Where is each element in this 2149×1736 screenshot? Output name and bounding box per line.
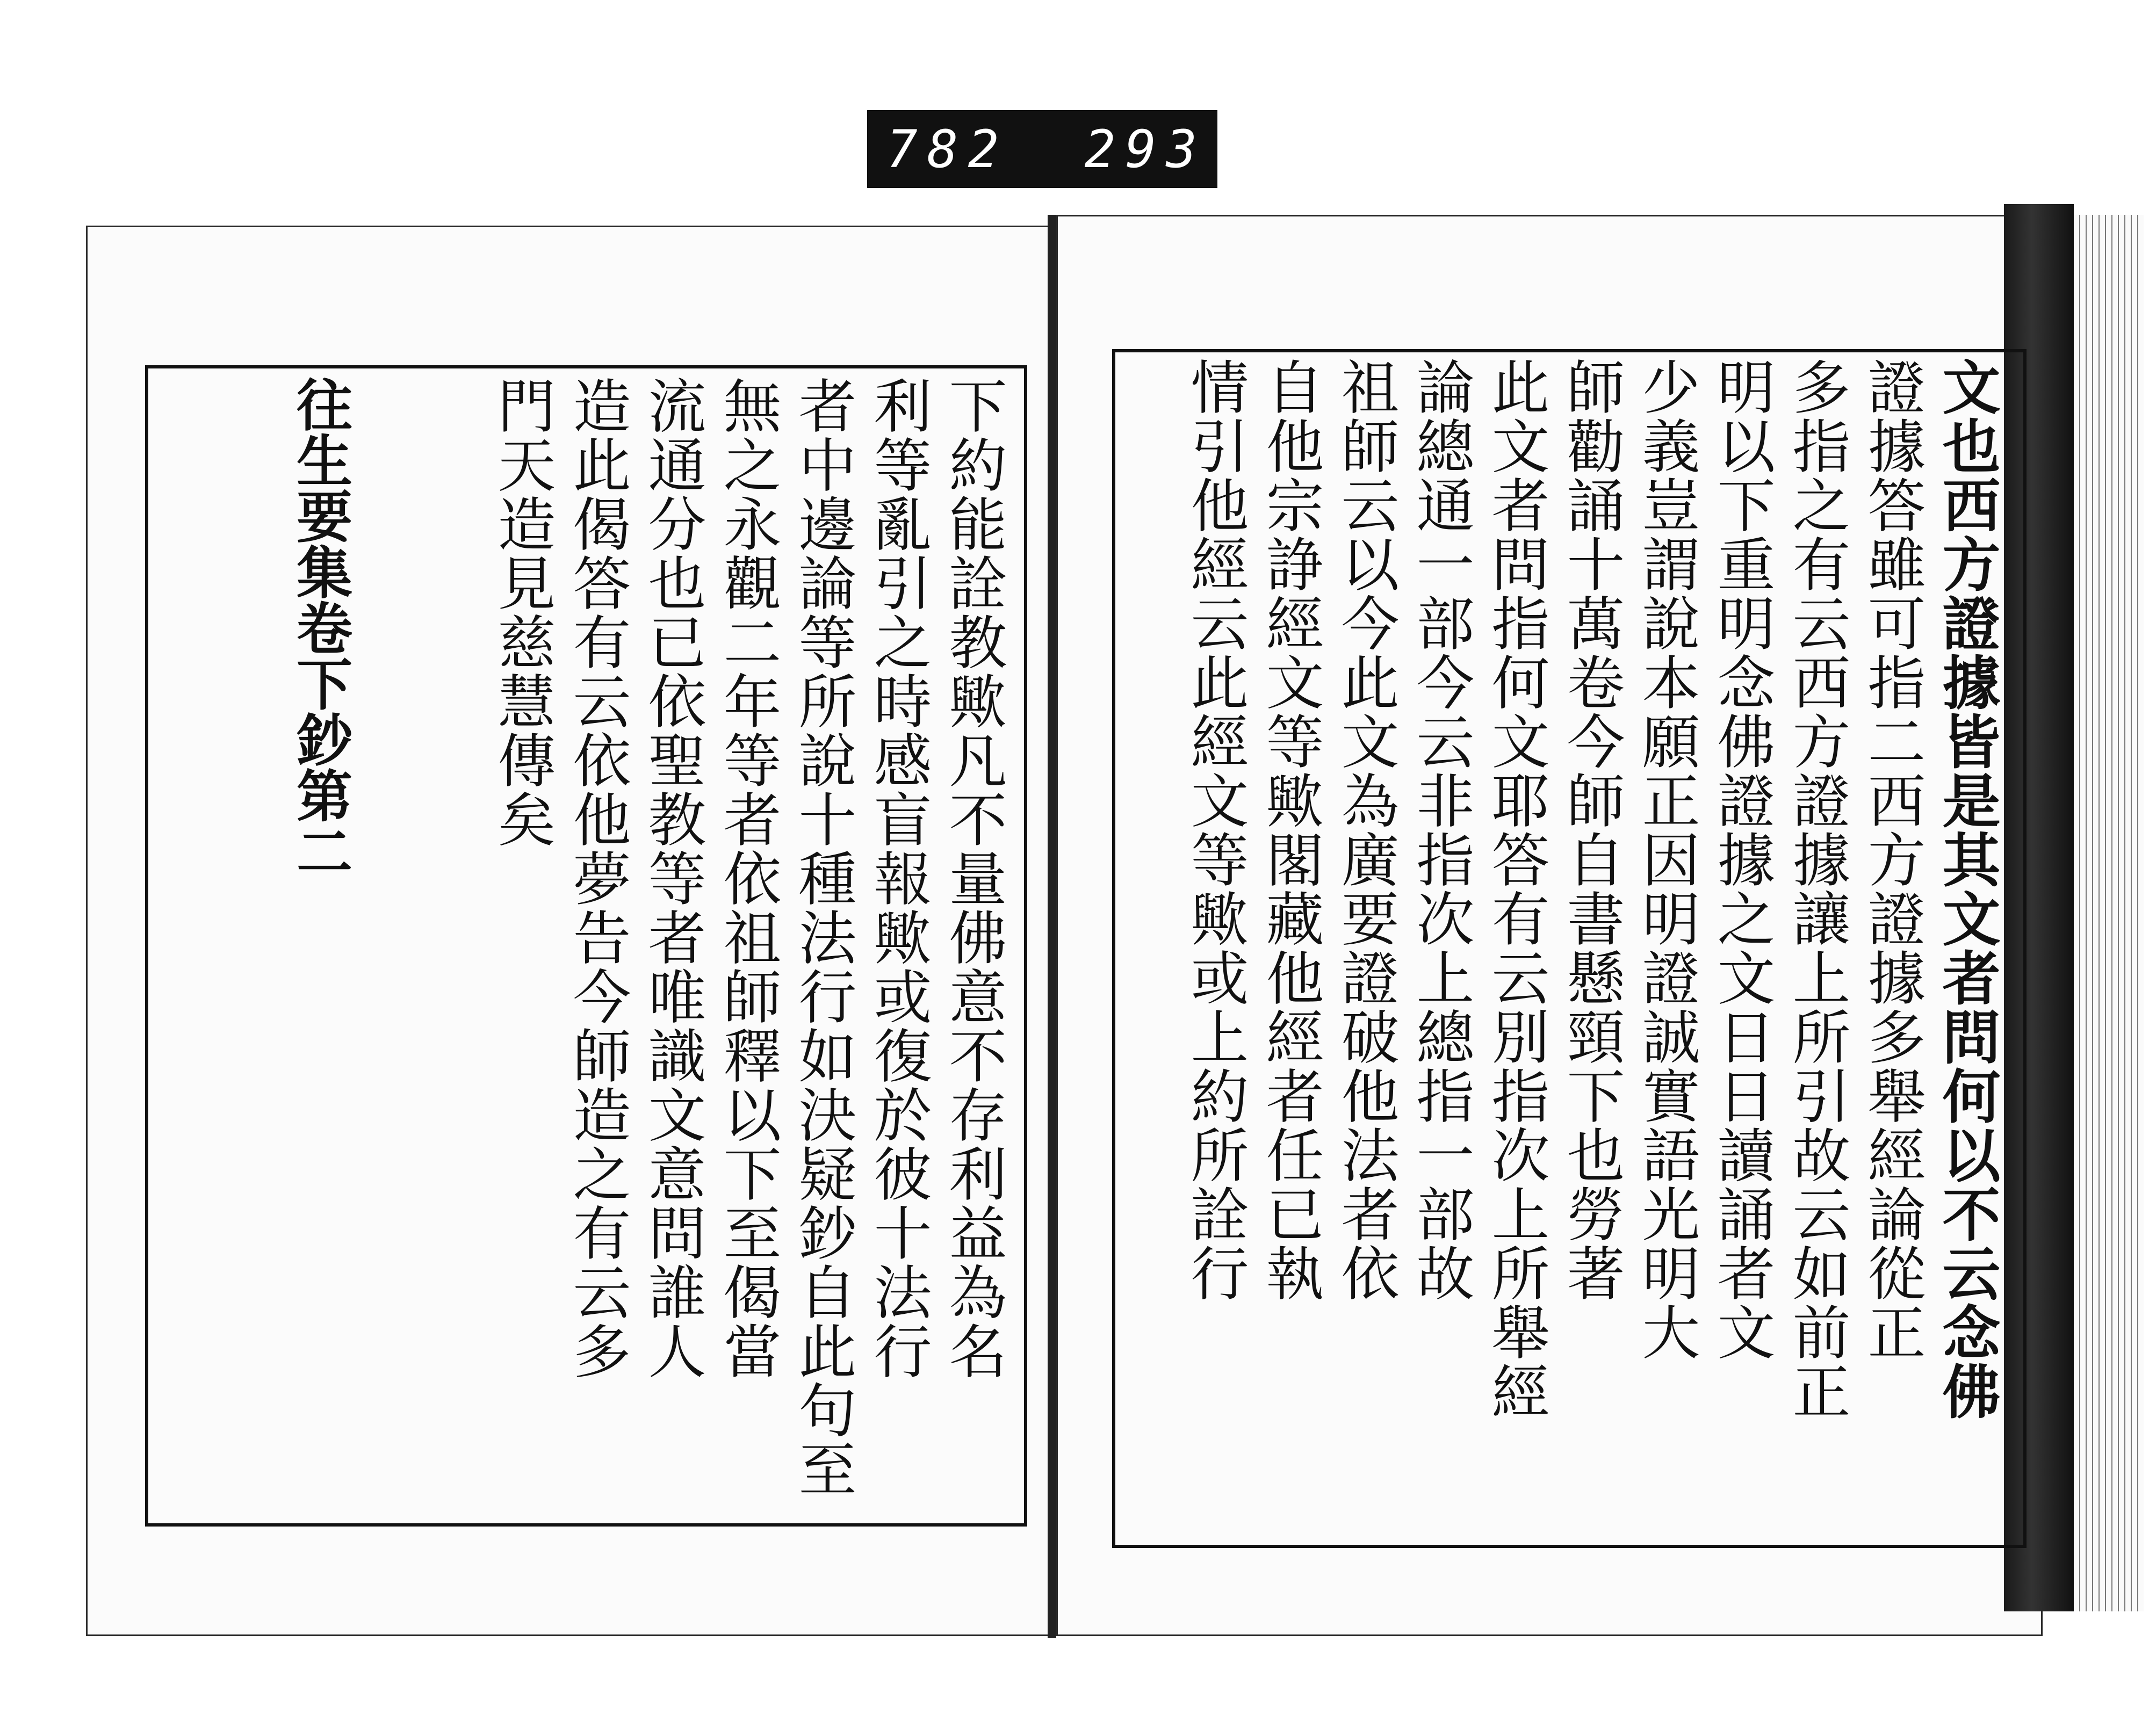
text-column: 少義豈謂說本願正因明證誠實語光明大 bbox=[1632, 357, 1699, 1362]
book-spine bbox=[1048, 215, 1056, 1638]
text-column: 多指之有云西方證據讓上所引故云如前正 bbox=[1783, 357, 1850, 1421]
text-column: 證據答雖可指二西方證據多舉經論從正 bbox=[1858, 357, 1925, 1362]
text-column: 明以下重明念佛證據之文日日讀誦者文 bbox=[1707, 357, 1775, 1362]
text-column: 此文者問指何文耶答有云別指次上所舉經 bbox=[1482, 357, 1549, 1421]
text-column: 論總通一部今云非指次上總指一部故 bbox=[1407, 357, 1474, 1303]
page-edges bbox=[2074, 215, 2144, 1611]
label-left-number: 782 bbox=[886, 119, 1009, 179]
left-page-text bbox=[301, 376, 1010, 1515]
text-column: 者中邊論等所說十種法行如決疑鈔自此句至 bbox=[789, 376, 856, 1499]
text-column: 造此偈答有云依他夢告今師造之有云多 bbox=[563, 376, 630, 1380]
text-column: 無之永觀二年等者依祖師釋以下至偈當 bbox=[713, 376, 781, 1380]
text-column: 祖師云以今此文為廣要證破他法者依 bbox=[1331, 357, 1398, 1303]
text-column: 門天造見慈慧傳矣 bbox=[488, 376, 555, 849]
text-column: 下約能詮教歟凡不量佛意不存利益為名 bbox=[939, 376, 1006, 1380]
catalog-label bbox=[867, 110, 1217, 188]
text-column: 流通分也已依聖教等者唯識文意問誰人 bbox=[638, 376, 705, 1380]
text-column: 師勸誦十萬卷今師自書懸頸下也勞著 bbox=[1557, 357, 1624, 1303]
right-page-text bbox=[1123, 357, 2004, 1534]
text-column: 情引他經云此經文等歟或上約所詮行 bbox=[1181, 357, 1248, 1303]
text-column: 利等亂引之時感盲報歟或復於彼十法行 bbox=[864, 376, 931, 1380]
text-column: 自他宗諍經文等歟閣藏他經者任已執 bbox=[1256, 357, 1323, 1303]
chapter-title: 往生要集卷下鈔第二 bbox=[287, 376, 353, 879]
label-right-number: 293 bbox=[1084, 119, 1207, 179]
text-column: 文也西方證據皆是其文者問何以不云念佛 bbox=[1932, 357, 2000, 1421]
